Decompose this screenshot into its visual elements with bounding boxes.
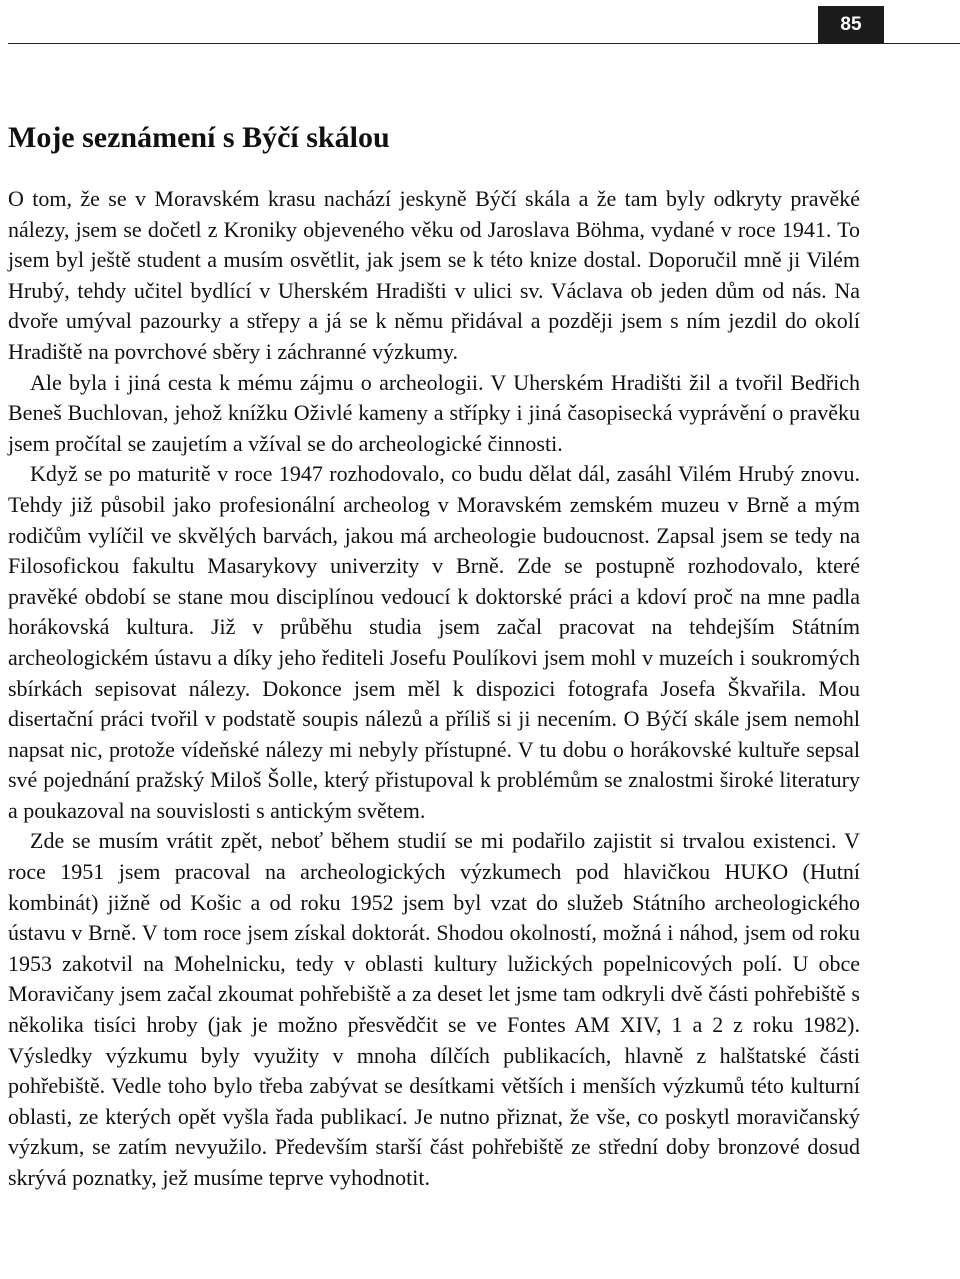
paragraph: Když se po maturitě v roce 1947 rozhodovalo, co budu dělat dál, zasáhl Vilém Hrubý znovu. Tehdy již působil jako profesionální archeolog v Moravském zemském muzeu v Brně a mým rodičům vylíčil ve skvělých barvách, jakou má archeologie budoucnost. Zapsal jsem se tedy na Filosofickou fakultu Masarykovy univerzity v Brně. Zde se postupně rozhodovalo, které pravěké období se stane mou disciplínou vedoucí k doktorské práci a kdoví proč na mne padla horákovská kultura. Již v průběhu studia jsem začal pracovat na tehdejším Státním archeologickém ústavu a díky jeho řediteli Josefu Poulíkovi jsem mohl v muzeích i soukromých sbírkách sepisovat nálezy. Dokonce jsem měl k dispozici fotografa Josefa Škvařila. Mou disertační práci tvořil v podstatě soupis nálezů a příliš si ji necením. O Býčí skále jsem nemohl napsat nic, protože vídeňské nálezy mi nebyly přístupné. V tu dobu o horákovské kultuře sepsal své pojednání pražský Miloš Šolle, který přistupoval k problémům se znalostmi široké literatury a poukazoval na souvislosti s antickým světem. bbox=[8, 461, 860, 823]
paragraph: Ale byla i jiná cesta k mému zájmu o archeologii. V Uherském Hradišti žil a tvořil Bedřich Beneš Buchlovan, jehož knížku Oživlé kameny a střípky i jiná časopisecká vyprávění o pravěku jsem pročítal se zaujetím a vžíval se do archeologické činnosti. bbox=[8, 369, 860, 456]
article-title: Moje seznámení s Býčí skálou bbox=[8, 121, 390, 154]
paragraph: O tom, že se v Moravském krasu nachází jeskyně Býčí skála a že tam byly odkryty pravěké nálezy, jsem se dočetl z Kroniky objeveného věku od Jaroslava Böhma, vydané v roce 1941. To jsem byl ještě student a musím osvětlit, jak jsem se k této knize dostal. Doporučil mně ji Vilém Hrubý, tehdy učitel bydlící v Uherském Hradišti v ulici sv. Václava ob jeden dům od nás. Na dvoře umýval pazourky a střepy a já se k němu přidával a později jsem s ním jezdil do okolí Hradiště na povrchové sběry i záchranné výzkumy. bbox=[8, 186, 860, 364]
article-body bbox=[8, 184, 860, 1194]
paragraph: Zde se musím vrátit zpět, neboť během studií se mi podařilo zajistit si trvalou existenci. V roce 1951 jsem pracoval na archeologických výzkumech pod hlavičkou HUKO (Hutní kombinát) jižně od Košic a od roku 1952 jsem byl vzat do služeb Státního archeologického ústavu v Brně. V tom roce jsem získal doktorát. Shodou okolností, možná i náhod, jsem od roku 1953 zakotvil na Mohelnicku, tedy v oblasti kultury lužických popelnicových polí. U obce Moravičany jsem začal zkoumat pohřebiště a za deset let jsme tam odkryli dvě části pohřebiště s několika tisíci hroby (jak je možno přesvědčit se ve Fontes AM XIV, 1 a 2 z roku 1982). Výsledky výzkumu byly využity v mnoha dílčích publikacích, hlavně z halštatské části pohřebiště. Vedle toho bylo třeba zabývat se desítkami větších i menších výzkumů této kulturní oblasti, ze kterých opět vyšla řada publikací. Je nutno přiznat, že vše, co poskytl moravičanský výzkum, se zatím nevyužilo. Především starší část pohřebiště ze střední doby bronzové dosud skrývá poznatky, jež musíme teprve vyhodnotit. bbox=[8, 828, 860, 1190]
page-number: 85 bbox=[818, 6, 884, 44]
